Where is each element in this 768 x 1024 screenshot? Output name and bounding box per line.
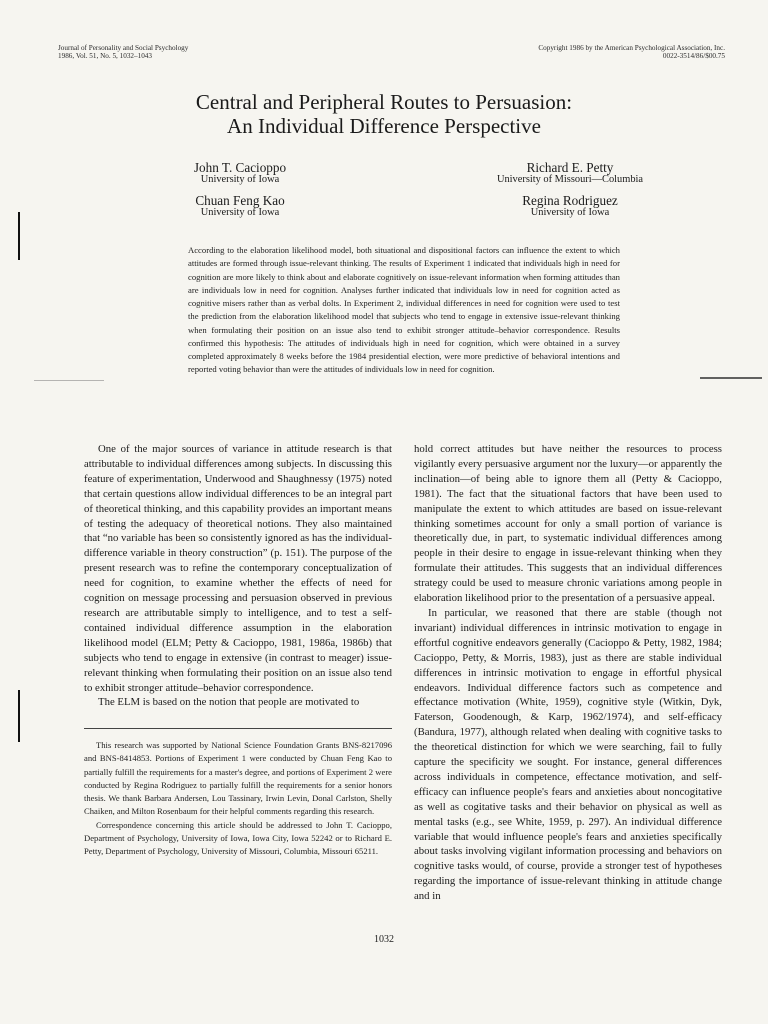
footnote-correspondence: Correspondence concerning this article should be addressed to John T. Cacioppo, Department of Psychology, University of Iowa, Iowa City, Iowa 52242 or to Richard E. Petty, Department of Psychology, University of Missouri, Columbia, Missouri 65211. <box>84 819 392 857</box>
journal-name: Journal of Personality and Social Psychology <box>58 44 189 52</box>
body-paragraph: One of the major sources of variance in attitude research is that attributable to individual differences among subjects. In discussing this feature of experimentation, Underwood and Shaughnessy (1975) noted that certain questions allow individual differences to be an integral part of theoretical thinking, and this capability provides an important means of testing the adequacy of theoretical notions. They also maintained that “no variable has been so consistently ignored as has the individual-difference variable in theory construction” (p. 151). The purpose of the present research was to refine the contemporary conceptualization of need for cognition, to examine whether the effects of need for cognition on message processing and persuasion observed in previous research are attributable simply to intelligence, and to test a self-contained individual difference assumption in the elaboration likelihood model (ELM; Petty & Cacioppo, 1981, 1986a, 1986b) that subjects who tend to engage in extensive (in contrast to meager) issue-relevant thinking when formulating their position on an issue also tend to exhibit stronger attitude–behavior correspondence. <box>84 443 392 694</box>
scan-artifact <box>700 377 762 379</box>
article-title <box>0 90 768 138</box>
author-name: Chuan Feng Kao <box>195 193 285 208</box>
copyright-notice <box>538 44 725 61</box>
title-line-2: An Individual Difference Perspective <box>227 114 541 138</box>
issn-line: 0022-3514/86/$00.75 <box>662 52 725 61</box>
author-block <box>175 194 305 219</box>
author-affiliation: University of Missouri—Columbia <box>496 174 644 185</box>
footnote-funding: This research was supported by National Science Foundation Grants BNS-8217096 and BNS-8414853. Portions of Experiment 1 were conducted by Chuan Feng Kao to partially fulfill the requirements for a master's degree, and portions of Experiment 2 were conducted by Regina Rodriguez to partially fulfill the requirements for a senior honors thesis. We thank Barbara Andersen, Lou Tassinary, Irwin Levin, Donal Carlston, Shelly Chaiken, and Milton Rosenbaum for their helpful comments regarding this research. <box>84 740 392 817</box>
author-block <box>490 194 650 219</box>
footnote-rule <box>84 728 392 729</box>
author-affiliation: University of Iowa <box>530 207 610 218</box>
body-column-right <box>414 442 722 904</box>
body-paragraph: In particular, we reasoned that there are stable (though not invariant) individual differences in intrinsic motivation to engage in effortful cognitive endeavors generally (Cacioppo & Petty, 1982, 1984; Cacioppo, Petty, & Morris, 1983), just as there are stable individual differences in intrinsic motivation to engage in effortful physical endeavors. Individual difference factors such as competence and effectance motivation (White, 1959), cognitive style (Witkin, Dyk, Faterson, Goodenough, & Karp, 1962/1974), and self-efficacy (Bandura, 1977), although related when dealing with cognitive tasks to the theoretical distinction for which we were searching, fail to fully capture the specificity we sought. For instance, general differences across individuals in competence, effectance motivation, and self-efficacy can influence people's fears and anxieties about noncogitative as well as cogitative tasks and their behavior on physical as well as mental tasks (e.g., see White, 1959, p. 297). An individual difference variable that would influence people's fears and anxieties specifically about tasks involving vigilant information processing and behaviors on cognitive tasks would, of course, provide a stronger test of hypotheses regarding the importance of issue-relevant thinking in attitude change and in <box>414 606 722 903</box>
body-paragraph: hold correct attitudes but have neither the resources to process vigilantly every persuasive argument nor the luxury—or apparently the inclination—of being able to ignore them all (Petty & Cacioppo, 1981). The fact that the situational factors that have been used to manipulate the extent to which attitudes are based on issue-relevant thinking sometimes account for only a small portion of variance is theoretically due, in part, to systematic individual differences among people in their desire to engage in issue-relevant thinking when they formulate their attitudes. This suggests that an individual differences strategy could be used to measure chronic variations among people in elaboration likelihood prior to the presentation of a persuasive appeal. <box>414 443 722 605</box>
copyright-line: Copyright 1986 by the American Psychological Association, Inc. <box>538 44 725 52</box>
margin-scan-mark <box>18 690 20 742</box>
title-line-1: Central and Peripheral Routes to Persuasion: <box>195 90 573 114</box>
author-block <box>175 161 305 186</box>
scan-artifact <box>34 380 104 381</box>
page-number: 1032 <box>374 934 394 945</box>
author-name: Richard E. Petty <box>526 160 614 175</box>
body-paragraph: The ELM is based on the notion that people are motivated to <box>98 696 360 709</box>
margin-scan-mark <box>18 212 20 260</box>
journal-volume: 1986, Vol. 51, No. 5, 1032–1043 <box>58 52 152 61</box>
author-block <box>470 161 670 186</box>
journal-citation <box>58 44 188 61</box>
abstract: According to the elaboration likelihood model, both situational and dispositional factors can influence the extent to which attitudes are formed through issue-relevant thinking. The results of Experiment 1 indicated that individuals high in need for cognition are more likely to think about and elaborate cognitively on issue-relevant information when forming attitudes than are individuals low in need for cognition. Analyses further indicated that individuals low in need for cognition acted as cognitive misers rather than as verbal dolts. In Experiment 2, individual differences in need for cognition were used to test the prediction from the elaboration likelihood model that subjects who tend to engage in extensive issue-relevant thinking when formulating their position on an issue also tend to exhibit stronger attitude–behavior correspondence. Results confirmed this hypothesis: The attitudes of individuals high in need for cognition, which were obtained in a survey completed approximately 8 weeks before the 1984 presidential election, were more predictive of behavioral intentions and reported voting behavior than were the attitudes of individuals low in need for cognition. <box>188 245 620 375</box>
author-name: Regina Rodriguez <box>522 193 618 208</box>
author-affiliation: University of Iowa <box>200 207 280 218</box>
body-column-left <box>84 442 392 710</box>
footnotes <box>84 739 392 859</box>
author-affiliation: University of Iowa <box>200 174 280 185</box>
author-name: John T. Cacioppo <box>193 160 287 175</box>
